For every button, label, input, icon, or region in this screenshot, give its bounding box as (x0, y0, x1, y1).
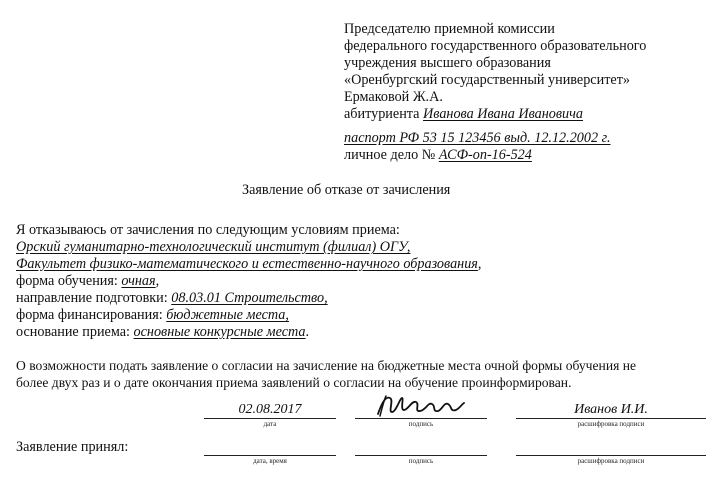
basis-value: основные конкурсные места (133, 324, 306, 340)
date-value: 02.08.2017 (238, 402, 302, 417)
applicant-prefix: абитуриента (344, 106, 420, 122)
faculty-comma: , (477, 256, 482, 272)
addressee-line-3: учреждения высшего образования (344, 55, 551, 71)
date-underline (204, 418, 336, 419)
signature-caption: подпись (408, 420, 434, 428)
receiver-signature-underline (355, 455, 487, 456)
form-value: очная (121, 273, 156, 289)
personal-file-prefix: личное дело № (344, 147, 436, 163)
personal-file-number: АСФ-оп-16-524 (438, 147, 532, 163)
receiver-signature-caption: подпись (408, 457, 434, 465)
intro-line: Я отказываюсь от зачисления по следующим условиям приема: (16, 222, 400, 238)
receiver-date-caption: дата, время (253, 457, 287, 465)
faculty-value: Факультет физико-математического и естественно-научного образования (16, 256, 478, 272)
basis-dot: . (305, 324, 310, 340)
handwritten-signature-icon (372, 390, 468, 420)
name-underline (516, 418, 706, 419)
basis-label: основание приема: (16, 324, 130, 340)
name-value: Иванов И.И. (574, 402, 648, 417)
receiver-date-underline (204, 455, 336, 456)
finance-line (16, 307, 289, 324)
applicant-line (344, 106, 583, 123)
applicant-name: Иванова Ивана Ивановича (423, 106, 583, 122)
direction-line (16, 290, 328, 307)
institute-line: Орский гуманитарно-технологический институт (филиал) ОГУ, (16, 239, 411, 255)
addressee-line-1: Председателю приемной комиссии (344, 21, 555, 37)
addressee-line-2: федерального государственного образовательного (344, 38, 647, 54)
personal-file-line (344, 147, 532, 164)
finance-value: бюджетные места, (166, 307, 289, 323)
name-caption: расшифровка подписи (577, 420, 645, 428)
passport-line: паспорт РФ 53 15 123456 выд. 12.12.2002 г. (344, 130, 611, 146)
date-caption: дата (263, 420, 277, 428)
receiver-label: Заявление принял: (16, 439, 129, 455)
form-label: форма обучения: (16, 273, 118, 289)
addressee-line-4: «Оренбургский государственный университет» (344, 72, 630, 88)
form-line (16, 273, 159, 290)
notice-line-1: О возможности подать заявление о согласии на зачисление на бюджетные места очной формы обучения не (16, 358, 637, 373)
direction-value: 08.03.01 Строительство, (171, 290, 328, 306)
signature-underline (355, 418, 487, 419)
addressee-line-5: Ермаковой Ж.А. (344, 89, 443, 105)
faculty-line (16, 256, 481, 273)
receiver-name-underline (516, 455, 706, 456)
finance-label: форма финансирования: (16, 307, 163, 323)
notice-line-2: более двух раз и о дате окончания приема заявлений о согласии на обучение проинформирован. (16, 375, 572, 390)
document-title: Заявление об отказе от зачисления (242, 182, 451, 198)
direction-label: направление подготовки: (16, 290, 168, 306)
basis-line (16, 324, 309, 341)
form-comma: , (155, 273, 160, 289)
receiver-name-caption: расшифровка подписи (577, 457, 645, 465)
